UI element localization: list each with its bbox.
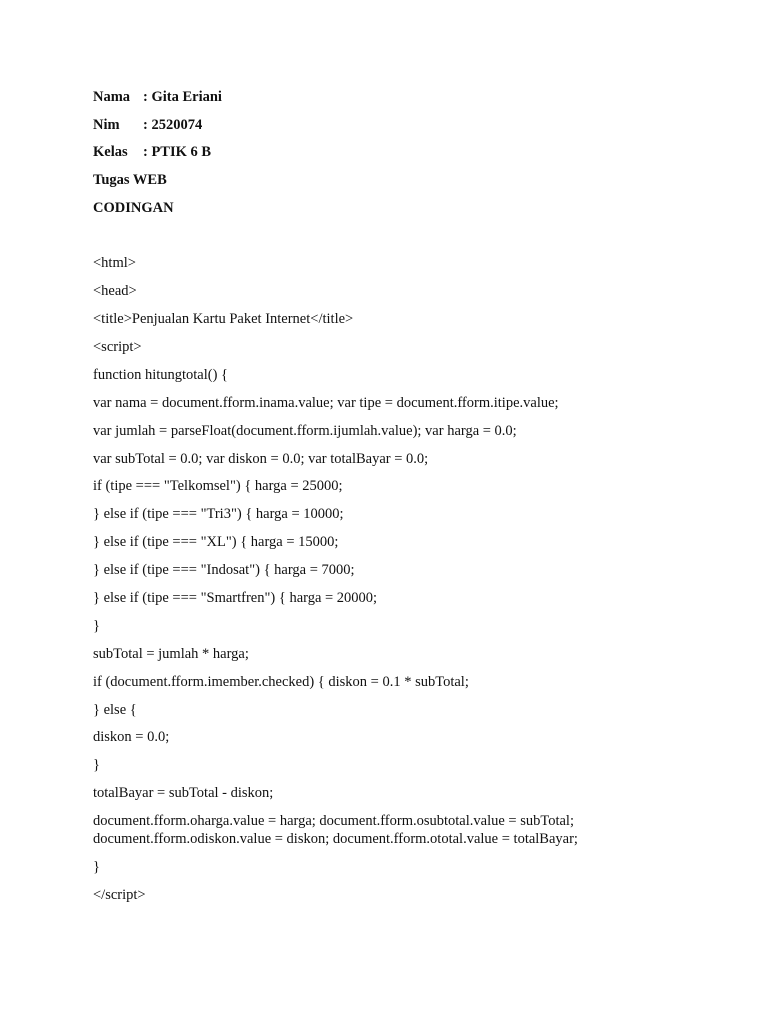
code-line: var nama = document.fform.inama.value; var tipe = document.fform.itipe.value; (93, 395, 559, 411)
codingan-heading: CODINGAN (93, 200, 174, 216)
code-line: diskon = 0.0; (93, 729, 170, 745)
code-line: } else if (tipe === "Smartfren") { harga = 20000; (93, 590, 378, 606)
tugas-heading: Tugas WEB (93, 172, 167, 188)
code-line: } else if (tipe === "Indosat") { harga = 7000; (93, 562, 355, 578)
code-line: <title>Penjualan Kartu Paket Internet</title> (93, 311, 354, 327)
code-line: if (tipe === "Telkomsel") { harga = 25000; (93, 478, 343, 494)
code-line: <head> (93, 283, 137, 299)
code-line: </script> (93, 887, 146, 903)
code-line: } else if (tipe === "XL") { harga = 15000; (93, 534, 339, 550)
code-line: } (93, 859, 100, 875)
code-line: <html> (93, 255, 136, 271)
nama-label: Nama (93, 89, 131, 105)
nim-value: : 2520074 (143, 117, 203, 133)
code-line: } else if (tipe === "Tri3") { harga = 10000; (93, 506, 344, 522)
code-line: var subTotal = 0.0; var diskon = 0.0; var totalBayar = 0.0; (93, 451, 429, 467)
nim-label: Nim (93, 117, 120, 133)
code-line: } else { (93, 702, 137, 718)
kelas-value: : PTIK 6 B (143, 144, 212, 160)
kelas-label: Kelas (93, 144, 128, 160)
code-line: var jumlah = parseFloat(document.fform.ijumlah.value); var harga = 0.0; (93, 423, 517, 439)
code-line: } (93, 618, 100, 634)
code-line: } (93, 757, 100, 773)
kelas-line (93, 143, 211, 161)
code-line: document.fform.odiskon.value = diskon; document.fform.ototal.value = totalBayar; (93, 831, 578, 847)
code-line: if (document.fform.imember.checked) { diskon = 0.1 * subTotal; (93, 674, 469, 690)
code-line: function hitungtotal() { (93, 367, 229, 383)
nama-line (93, 88, 222, 106)
nama-value: : Gita Eriani (143, 89, 222, 105)
code-line: document.fform.oharga.value = harga; document.fform.osubtotal.value = subTotal; (93, 813, 574, 829)
code-line: <script> (93, 339, 142, 355)
code-line: subTotal = jumlah * harga; (93, 646, 249, 662)
code-line: totalBayar = subTotal - diskon; (93, 785, 274, 801)
nim-line (93, 116, 202, 134)
